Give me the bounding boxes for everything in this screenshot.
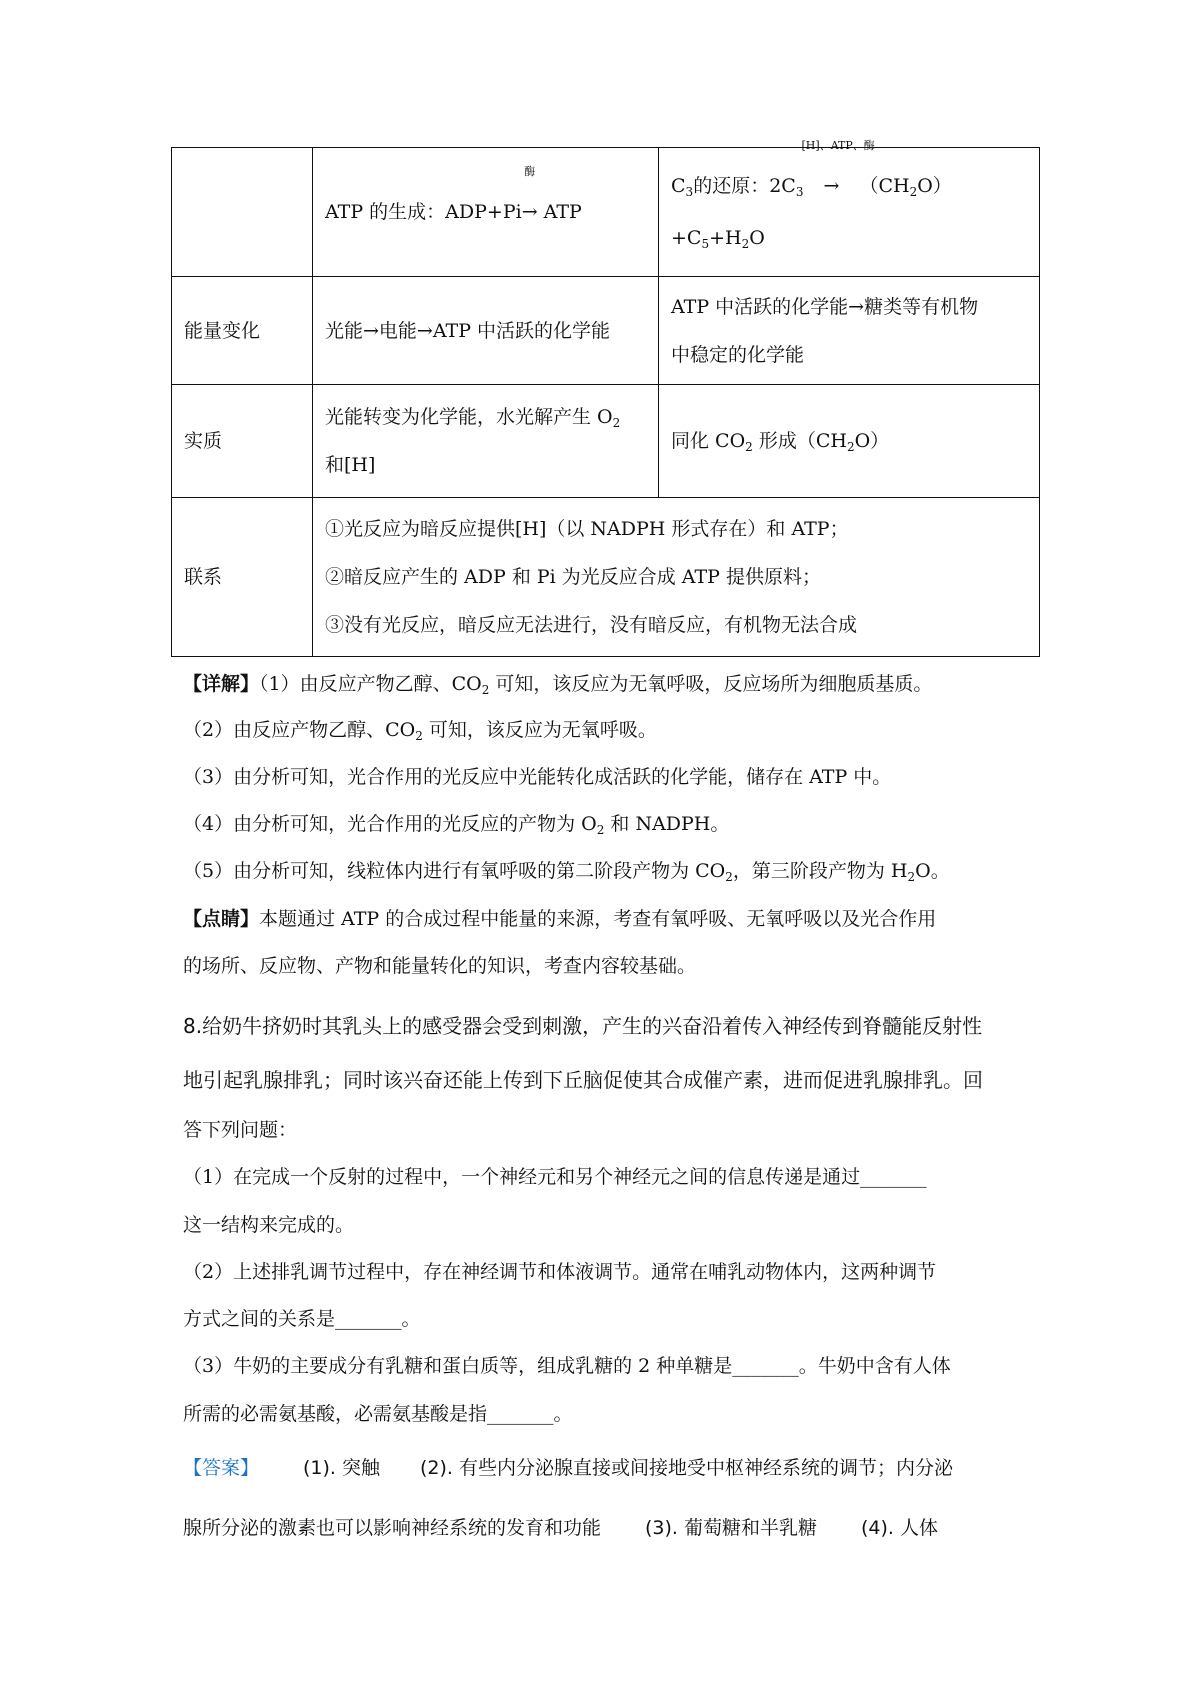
detail-text: 和 NADPH。 <box>604 813 730 835</box>
question-8-part-2: （2）上述排乳调节过程中，存在神经调节和体液调节。通常在哺乳动物体内，这两种调节 <box>183 1261 937 1283</box>
essence-text: 光能转变为化学能，水光解产生 O <box>325 406 613 428</box>
relation-item: ①光反应为暗反应提供[H]（以 NADPH 形式存在）和 ATP； <box>325 518 849 540</box>
formula-text: +C <box>671 227 702 249</box>
detail-text: ，第三阶段产物为 H <box>732 860 908 882</box>
subscript: 2 <box>415 729 423 743</box>
table-cell-empty <box>172 148 313 277</box>
essence-line: 和[H] <box>325 454 376 476</box>
comment-text: 本题通过 ATP 的合成过程中能量的来源，考查有氧呼吸、无氧呼吸以及光合作用 <box>259 908 937 930</box>
detail-line-4 <box>183 810 729 838</box>
essence-text: O） <box>854 430 890 452</box>
answer-item-2: (2). 有些内分泌腺直接或间接地受中枢神经系统的调节；内分泌 <box>420 1457 954 1479</box>
essence-text: 同化 CO <box>671 430 746 452</box>
c3-formula-line1 <box>671 139 1027 210</box>
question-8-line-2: 地引起乳腺排乳；同时该兴奋还能上传到下丘脑促使其合成催产素，进而促进乳腺排乳。回 <box>183 1068 983 1092</box>
comment-line-1 <box>183 905 936 933</box>
question-8-part-2-cont: 方式之间的关系是_______。 <box>183 1308 421 1330</box>
subscript: 2 <box>596 823 605 837</box>
question-8-line-3: 答下列问题： <box>183 1119 298 1141</box>
c3-reduction-cell <box>659 139 1040 277</box>
subscript: 2 <box>725 870 733 884</box>
formula-text: C <box>671 175 686 197</box>
formula-text: O <box>749 227 765 249</box>
question-8-line-1: 8.给奶牛挤奶时其乳头上的感受器会受到刺激，产生的兴奋沿着传入神经传到脊髓能反射性 <box>183 1014 983 1038</box>
comment-tag: 【点睛】 <box>183 908 260 930</box>
detail-text: O。 <box>915 860 950 882</box>
question-8-part-1-cont: 这一结构来完成的。 <box>183 1214 355 1236</box>
table-row <box>172 498 1040 657</box>
reaction-arrow: 酶 → <box>521 165 538 223</box>
question-8-part-3-cont: 所需的必需氨基酸，必需氨基酸是指_______。 <box>183 1403 573 1425</box>
atp-generation-cell <box>313 148 659 277</box>
detail-tag: 【详解】 <box>183 673 260 695</box>
subscript: 2 <box>907 870 916 884</box>
answer-item-4: (4). 人体 <box>861 1517 939 1539</box>
table-row <box>172 277 1040 385</box>
question-8-part-3: （3）牛奶的主要成分有乳糖和蛋白质等，组成乳糖的 2 种单糖是_______。牛奶中含有人体 <box>183 1355 951 1377</box>
relation-cell <box>313 498 1040 657</box>
table-row <box>172 385 1040 498</box>
detail-text: （1）由反应产物乙醇、CO <box>259 673 482 695</box>
subscript: 3 <box>685 185 694 199</box>
light-reaction-energy: 光能→电能→ATP 中活跃的化学能 <box>313 277 659 385</box>
answer-tag: 【答案】 <box>183 1457 260 1479</box>
catalyst-label: [H]、ATP、酶 <box>801 139 875 152</box>
detail-line-2 <box>183 716 657 744</box>
energy-change-header: 能量变化 <box>172 277 313 385</box>
relation-item: ③没有光反应，暗反应无法进行，没有暗反应，有机物无法合成 <box>325 614 858 636</box>
detail-line-3: （3）由分析可知，光合作用的光反应中光能转化成活跃的化学能，储存在 ATP 中。 <box>183 766 892 788</box>
detail-text: 可知，该反应为无氧呼吸，反应场所为细胞质基质。 <box>489 673 933 695</box>
subscript: 3 <box>795 185 804 199</box>
dark-reaction-essence <box>659 385 1040 498</box>
formula-text: +H <box>709 227 742 249</box>
answer-line-1 <box>183 1454 953 1482</box>
detail-text: （4）由分析可知，光合作用的光反应的产物为 O <box>183 813 597 835</box>
comparison-table <box>171 139 1040 657</box>
comment-line-2: 的场所、反应物、产物和能量转化的知识，考查内容较基础。 <box>183 955 697 977</box>
formula-text: （CH <box>859 175 910 197</box>
answer-line-2 <box>183 1514 938 1542</box>
atp-formula-suffix: ATP <box>543 201 582 223</box>
subscript: 2 <box>741 237 750 251</box>
answer-item-3: (3). 葡萄糖和半乳糖 <box>645 1517 818 1539</box>
relation-header: 联系 <box>172 498 313 657</box>
dark-reaction-energy <box>659 277 1040 385</box>
subscript: 2 <box>846 440 855 454</box>
detail-line-1 <box>183 670 932 698</box>
light-reaction-essence <box>313 385 659 498</box>
detail-text: （2）由反应产物乙醇、CO <box>183 719 416 741</box>
subscript: 2 <box>612 416 621 430</box>
relation-item: ②暗反应产生的 ADP 和 Pi 为光反应合成 ATP 提供原料； <box>325 566 821 588</box>
formula-text: 的还原：2C <box>693 175 796 197</box>
enzyme-label: 酶 <box>524 165 536 178</box>
subscript: 2 <box>909 185 918 199</box>
reaction-arrow: [H]、ATP、酶 → <box>801 139 875 197</box>
essence-header: 实质 <box>172 385 313 498</box>
c3-formula-line2 <box>671 214 1027 262</box>
detail-text: 可知，该反应为无氧呼吸。 <box>422 719 657 741</box>
energy-line: ATP 中活跃的化学能→糖类等有机物 <box>671 295 979 318</box>
detail-text: （5）由分析可知，线粒体内进行有氧呼吸的第二阶段产物为 CO <box>183 860 726 882</box>
essence-text: 形成（CH <box>752 430 847 452</box>
subscript: 2 <box>481 683 490 697</box>
subscript: 5 <box>701 237 710 251</box>
question-8-part-1: （1）在完成一个反射的过程中，一个神经元和另个神经元之间的信息传递是通过_______ <box>183 1166 927 1188</box>
energy-line: 中稳定的化学能 <box>671 343 805 366</box>
answer-item-2-cont: 腺所分泌的激素也可以影响神经系统的发育和功能 <box>183 1517 602 1539</box>
answer-item-1: (1). 突触 <box>303 1457 381 1479</box>
subscript: 2 <box>745 440 753 454</box>
formula-text: O） <box>917 175 952 197</box>
essence-line <box>325 393 646 441</box>
detail-line-5 <box>183 857 950 885</box>
atp-formula-prefix: ATP 的生成：ADP+Pi <box>325 201 522 223</box>
table-row <box>172 148 1040 277</box>
